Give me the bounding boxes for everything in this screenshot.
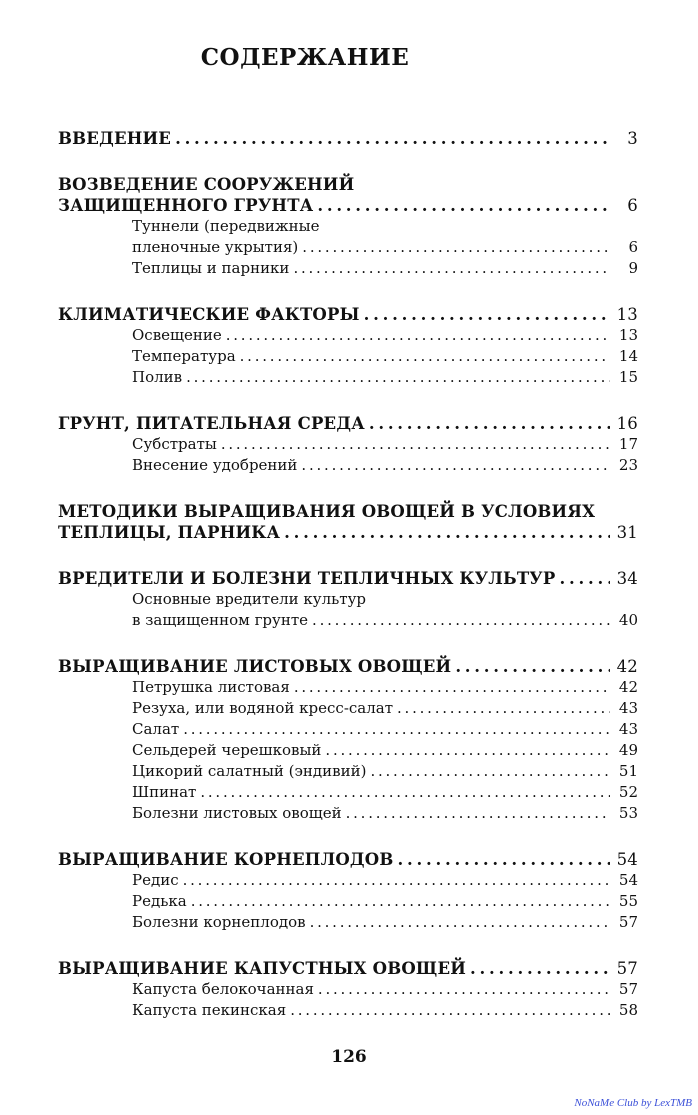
toc-page-number: 54 [616, 850, 638, 869]
toc-page-number: 57 [616, 959, 638, 978]
toc-page-number: 53 [618, 804, 638, 822]
toc-chapter-entry [58, 849, 638, 870]
toc-page-number: 49 [618, 741, 638, 759]
toc-subentry [58, 912, 638, 933]
toc-section [58, 958, 638, 1021]
toc-entry-title: КЛИМАТИЧЕСКИЕ ФАКТОРЫ [58, 305, 360, 324]
toc-entry-title: ГРУНТ, ПИТАТЕЛЬНАЯ СРЕДА [58, 414, 365, 433]
toc-page-number: 43 [618, 720, 638, 738]
dot-leader [240, 346, 610, 367]
dot-leader [294, 677, 610, 698]
toc-entry-title: Капуста пекинская [132, 1001, 287, 1019]
toc-entry-title: Субстраты [132, 435, 217, 453]
toc-entry-title: ТЕПЛИЦЫ, ПАРНИКА [58, 523, 281, 542]
toc-page-number: 42 [618, 678, 638, 696]
dot-leader [317, 195, 610, 216]
dot-leader [397, 698, 610, 719]
toc-section [58, 413, 638, 476]
toc-page-number: 52 [618, 783, 638, 801]
toc-subentry [58, 870, 638, 891]
toc-entry-title: Петрушка листовая [132, 678, 290, 696]
dot-leader [370, 761, 610, 782]
dot-leader [369, 413, 610, 434]
toc-chapter-entry [58, 501, 638, 522]
toc-section [58, 656, 638, 824]
toc-entry-title: Основные вредители культур [132, 590, 367, 608]
toc-entry-title: в защищенном грунте [132, 611, 309, 629]
toc-page-number: 6 [627, 196, 638, 215]
toc-page-number: 15 [618, 368, 638, 386]
dot-leader [301, 455, 610, 476]
toc-page-number: 40 [618, 611, 638, 629]
toc-page-number: 43 [618, 699, 638, 717]
toc-entry-title: ЗАЩИЩЕННОГО ГРУНТА [58, 196, 314, 215]
toc-chapter-entry [58, 656, 638, 677]
toc-page-number: 6 [628, 238, 638, 256]
toc-subentry [58, 258, 638, 279]
toc-entry-title: Болезни листовых овощей [132, 804, 342, 822]
toc-entry-title: Туннели (передвижные [132, 217, 320, 235]
toc-chapter-entry [58, 522, 638, 543]
toc-subentry [58, 761, 638, 782]
dot-leader [226, 325, 610, 346]
toc-entry-title: Салат [132, 720, 180, 738]
toc-entry-title: ВВЕДЕНИЕ [58, 129, 172, 148]
toc-entry-title: ВЫРАЩИВАНИЕ ЛИСТОВЫХ ОВОЩЕЙ [58, 657, 452, 676]
toc-page-number: 14 [618, 347, 638, 365]
toc-subentry [58, 677, 638, 698]
dot-leader [293, 258, 610, 279]
toc-chapter-entry [58, 128, 638, 149]
dot-leader [290, 1000, 610, 1021]
toc-entry-title: Болезни корнеплодов [132, 913, 306, 931]
toc-chapter-entry [58, 304, 638, 325]
toc-entry-title: Температура [132, 347, 236, 365]
toc-subentry [58, 698, 638, 719]
toc-subentry [58, 719, 638, 740]
toc-subentry [58, 237, 638, 258]
watermark: NoNaMe Club by LexTMB [574, 1097, 692, 1109]
dot-leader [470, 958, 610, 979]
dot-leader [346, 803, 610, 824]
toc-chapter-entry [58, 413, 638, 434]
toc-entry-title: Внесение удобрений [132, 456, 298, 474]
toc-entry-title: Капуста белокочанная [132, 980, 314, 998]
toc-entry-title: ВЫРАЩИВАНИЕ КАПУСТНЫХ ОВОЩЕЙ [58, 959, 467, 978]
toc-subentry [58, 367, 638, 388]
table-of-contents [58, 128, 638, 1046]
dot-leader [318, 979, 610, 1000]
toc-entry-title: Шпинат [132, 783, 197, 801]
page-number: 126 [331, 1047, 367, 1067]
toc-subentry [58, 1000, 638, 1021]
dot-leader [200, 782, 610, 803]
toc-entry-title: Освещение [132, 326, 222, 344]
toc-subentry [58, 346, 638, 367]
toc-chapter-entry [58, 568, 638, 589]
toc-subentry [58, 216, 638, 237]
toc-subentry [58, 979, 638, 1000]
toc-entry-title: Редис [132, 871, 179, 889]
dot-leader [398, 849, 610, 870]
toc-chapter-entry [58, 174, 638, 195]
dot-leader [302, 237, 610, 258]
toc-page-number: 58 [618, 1001, 638, 1019]
dot-leader [191, 891, 610, 912]
page-title: СОДЕРЖАНИЕ [200, 44, 410, 71]
toc-section [58, 128, 638, 149]
dot-leader [221, 434, 610, 455]
toc-page-number: 51 [618, 762, 638, 780]
toc-subentry [58, 455, 638, 476]
toc-subentry [58, 782, 638, 803]
dot-leader [325, 740, 610, 761]
toc-page-number: 34 [616, 569, 638, 588]
toc-page-number: 17 [618, 435, 638, 453]
dot-leader [364, 304, 610, 325]
toc-page-number: 42 [616, 657, 638, 676]
toc-entry-title: Сельдерей черешковый [132, 741, 322, 759]
toc-page-number: 57 [618, 980, 638, 998]
dot-leader [310, 912, 610, 933]
toc-entry-title: пленочные укрытия) [132, 238, 299, 256]
toc-page-number: 3 [627, 129, 638, 148]
dot-leader [284, 522, 610, 543]
dot-leader [455, 656, 610, 677]
toc-entry-title: ВЫРАЩИВАНИЕ КОРНЕПЛОДОВ [58, 850, 394, 869]
toc-entry-title: ВРЕДИТЕЛИ И БОЛЕЗНИ ТЕПЛИЧНЫХ КУЛЬТУР [58, 569, 556, 588]
toc-section [58, 501, 638, 543]
dot-leader [312, 610, 610, 631]
toc-entry-title: Теплицы и парники [132, 259, 290, 277]
toc-entry-title: ВОЗВЕДЕНИЕ СООРУЖЕНИЙ [58, 175, 355, 194]
toc-entry-title: Резуха, или водяной кресс-салат [132, 699, 394, 717]
toc-page-number: 16 [616, 414, 638, 433]
toc-entry-title: Полив [132, 368, 183, 386]
toc-entry-title: Цикорий салатный (эндивий) [132, 762, 367, 780]
toc-section [58, 304, 638, 388]
dot-leader [560, 568, 611, 589]
toc-subentry [58, 891, 638, 912]
toc-section [58, 174, 638, 279]
dot-leader [183, 870, 610, 891]
toc-subentry [58, 325, 638, 346]
toc-page-number: 54 [618, 871, 638, 889]
toc-page-number: 55 [618, 892, 638, 910]
toc-page-number: 23 [618, 456, 638, 474]
toc-subentry [58, 740, 638, 761]
dot-leader [175, 128, 610, 149]
toc-subentry [58, 610, 638, 631]
dot-leader [186, 367, 610, 388]
toc-page-number: 13 [618, 326, 638, 344]
toc-page-number: 9 [628, 259, 638, 277]
toc-chapter-entry [58, 195, 638, 216]
toc-entry-title: МЕТОДИКИ ВЫРАЩИВАНИЯ ОВОЩЕЙ В УСЛОВИЯХ [58, 502, 596, 521]
toc-entry-title: Редька [132, 892, 187, 910]
toc-page-number: 13 [616, 305, 638, 324]
toc-page-number: 57 [618, 913, 638, 931]
toc-subentry [58, 434, 638, 455]
toc-subentry [58, 589, 638, 610]
toc-page-number: 31 [616, 523, 638, 542]
dot-leader [183, 719, 610, 740]
toc-section [58, 849, 638, 933]
toc-chapter-entry [58, 958, 638, 979]
toc-subentry [58, 803, 638, 824]
toc-section [58, 568, 638, 631]
